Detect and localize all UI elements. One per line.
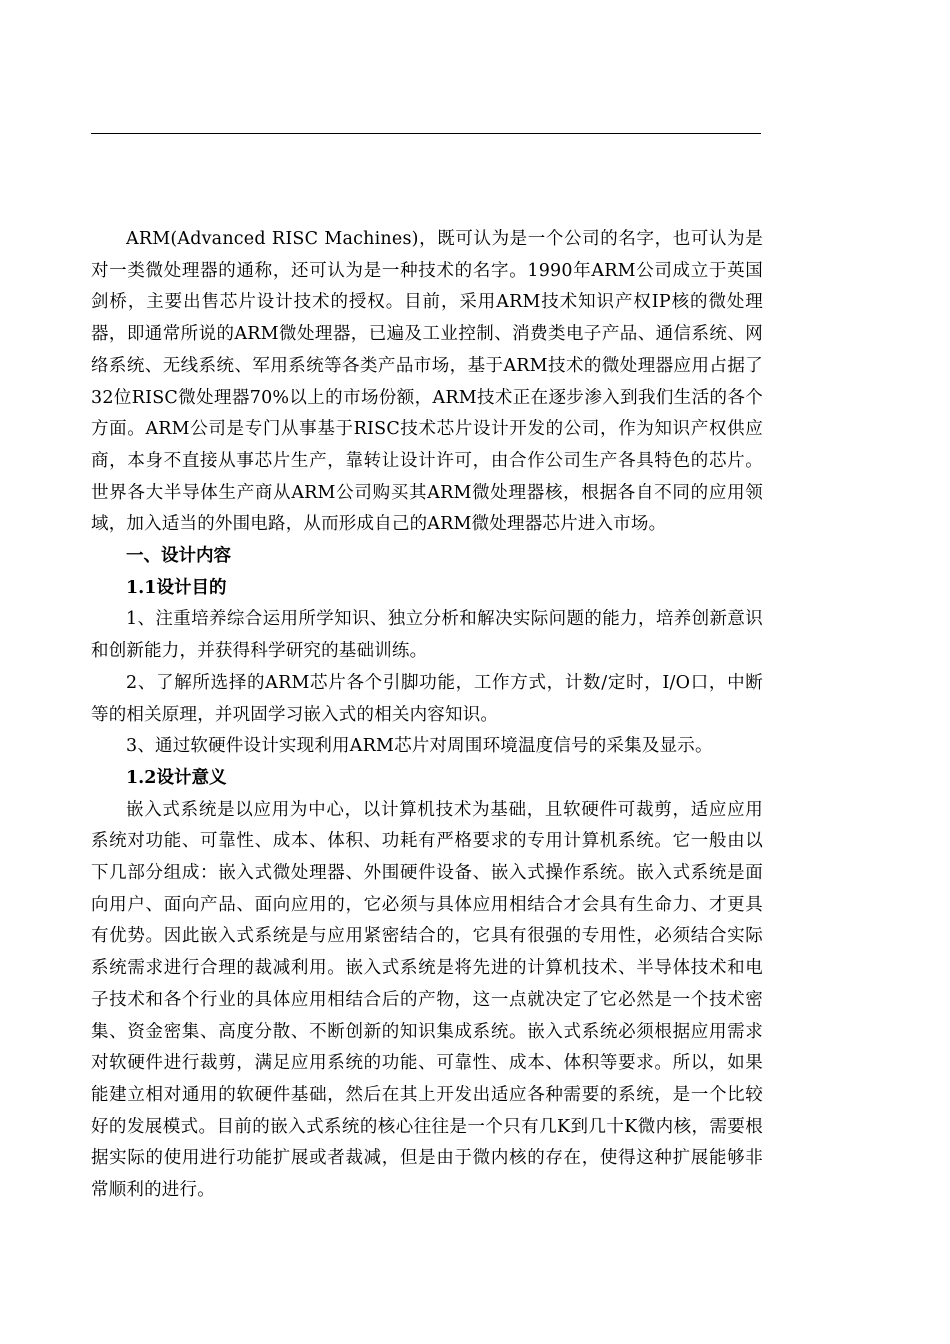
goal-item-1: 1、注重培养综合运用所学知识、独立分析和解决实际问题的能力，培养创新意识和创新能力，并获得科学研究的基础训练。	[91, 609, 763, 662]
significance-paragraph: 嵌入式系统是以应用为中心，以计算机技术为基础，且软硬件可裁剪，适应应用系统对功能、可靠性、成本、体积、功耗有严格要求的专用计算机系统。它一般由以下几部分组成：嵌入式微处理器、外围硬件设备、嵌入式操作系统。嵌入式系统是面向用户、面向产品、面向应用的，它必须与具体应用相结合才会具有生命力、才更具有优势。因此嵌入式系统是与应用紧密结合的，它具有很强的专用性，必须结合实际系统需求进行合理的裁减利用。嵌入式系统是将先进的计算机技术、半导体技术和电子技术和各个行业的具体应用相结合后的产物，这一点就决定了它必然是一个技术密集、资金密集、高度分散、不断创新的知识集成系统。嵌入式系统必须根据应用需求对软硬件进行裁剪，满足应用系统的功能、可靠性、成本、体积等要求。所以，如果能建立相对通用的软硬件基础，然后在其上开发出适应各种需要的系统，是一个比较好的发展模式。目前的嵌入式系统的核心往往是一个只有几K到几十K微内核，需要根据实际的使用进行功能扩展或者裁减，但是由于微内核的存在，使得这种扩展能够非常顺利的进行。	[91, 799, 763, 1201]
subsection-heading-design-significance: 1.2设计意义	[126, 767, 227, 788]
header-rule	[91, 133, 761, 134]
goal-item-3: 3、通过软硬件设计实现利用ARM芯片对周围环境温度信号的采集及显示。	[126, 736, 713, 757]
goal-item-2: 2、了解所选择的ARM芯片各个引脚功能，工作方式，计数/定时，I/O口，中断等的相关原理，并巩固学习嵌入式的相关内容知识。	[91, 672, 763, 725]
intro-paragraph: ARM(Advanced RISC Machines)，既可认为是一个公司的名字，也可认为是对一类微处理器的通称，还可认为是一种技术的名字。1990年ARM公司成立于英国剑桥，主要出售芯片设计技术的授权。目前，采用ARM技术知识产权IP核的微处理器，即通常所说的ARM微处理器，已遍及工业控制、消费类电子产品、通信系统、网络系统、无线系统、军用系统等各类产品市场，基于ARM技术的微处理器应用占据了32位RISC微处理器70%以上的市场份额，ARM技术正在逐步渗入到我们生活的各个方面。ARM公司是专门从事基于RISC技术芯片设计开发的公司，作为知识产权供应商，本身不直接从事芯片生产，靠转让设计许可，由合作公司生产各具特色的芯片。世界各大半导体生产商从ARM公司购买其ARM微处理器核，根据各自不同的应用领域，加入适当的外围电路，从而形成自己的ARM微处理器芯片进入市场。	[91, 229, 763, 535]
document-body	[91, 224, 763, 1207]
subsection-heading-design-purpose: 1.1设计目的	[126, 577, 227, 598]
section-heading-design-content: 一、设计内容	[126, 546, 231, 567]
